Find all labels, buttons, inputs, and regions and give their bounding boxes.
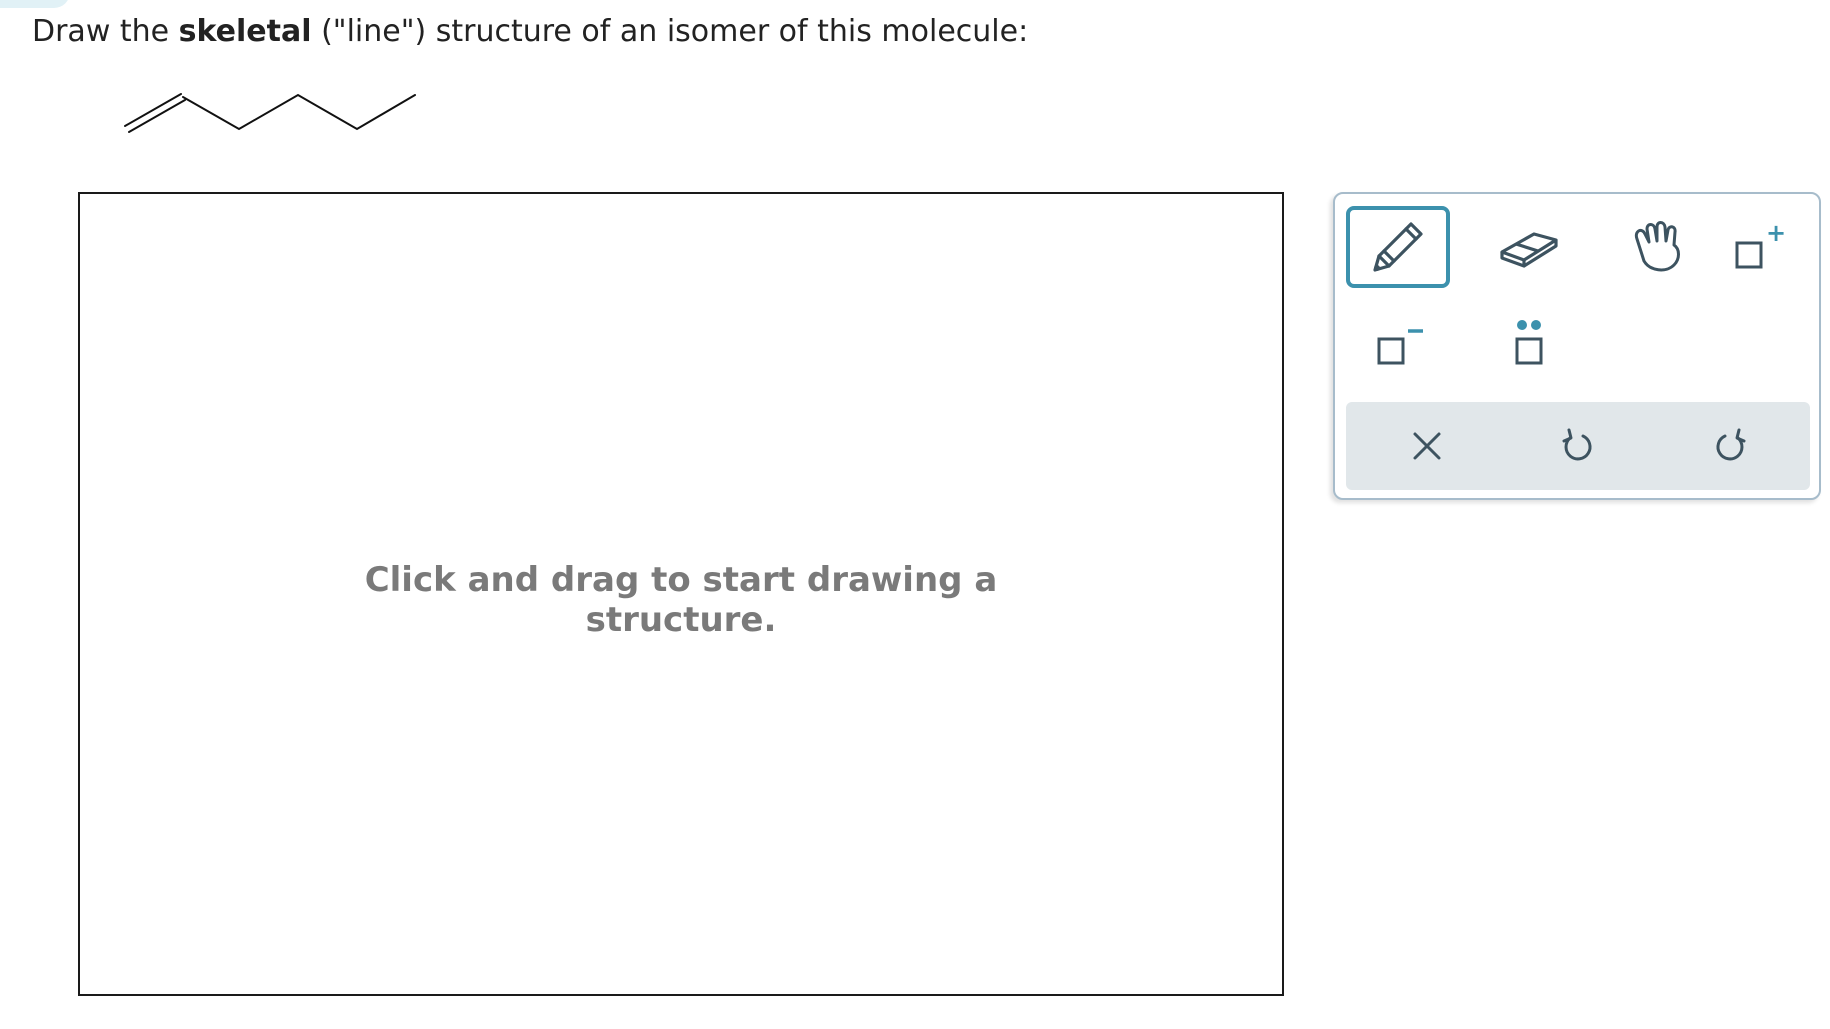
- double-bond-line-b: [129, 100, 185, 132]
- action-bar: [1346, 402, 1810, 490]
- question-suffix: ("line") structure of an isomer of this molecule:: [311, 14, 1029, 49]
- corner-tab: [0, 0, 70, 8]
- clear-button[interactable]: [1372, 402, 1482, 490]
- carbon-chain: [183, 95, 415, 129]
- redo-button[interactable]: [1676, 402, 1786, 490]
- close-icon: [1409, 428, 1445, 464]
- eraser-tool-button[interactable]: [1476, 206, 1580, 288]
- negative-charge-icon: [1363, 309, 1433, 373]
- eraser-icon: [1496, 222, 1560, 272]
- placeholder-line-2: structure.: [585, 600, 777, 640]
- double-bond-line-a: [125, 94, 181, 126]
- molecule-structure: [115, 80, 435, 136]
- positive-charge-tool-button[interactable]: [1706, 206, 1810, 288]
- undo-button[interactable]: [1522, 402, 1632, 490]
- positive-charge-icon: [1723, 215, 1793, 279]
- hand-tool-button[interactable]: [1606, 206, 1710, 288]
- placeholder-line-1: Click and drag to start drawing a: [364, 560, 998, 600]
- hand-icon: [1628, 217, 1688, 277]
- question-bold: skeletal: [178, 14, 312, 49]
- pencil-icon: [1366, 215, 1430, 279]
- canvas-placeholder: [80, 560, 1282, 640]
- positive-charge-symbol: +: [1766, 219, 1787, 247]
- drawing-canvas[interactable]: [78, 192, 1284, 996]
- undo-icon: [1557, 426, 1597, 466]
- question-text: [32, 12, 1028, 52]
- question-prefix: Draw the: [32, 14, 179, 49]
- negative-charge-tool-button[interactable]: [1346, 300, 1450, 382]
- redo-icon: [1711, 426, 1751, 466]
- lone-pair-icon: [1496, 309, 1560, 373]
- pencil-tool-button[interactable]: [1346, 206, 1450, 288]
- drawing-toolbar: [1333, 192, 1821, 500]
- lone-pair-tool-button[interactable]: [1476, 300, 1580, 382]
